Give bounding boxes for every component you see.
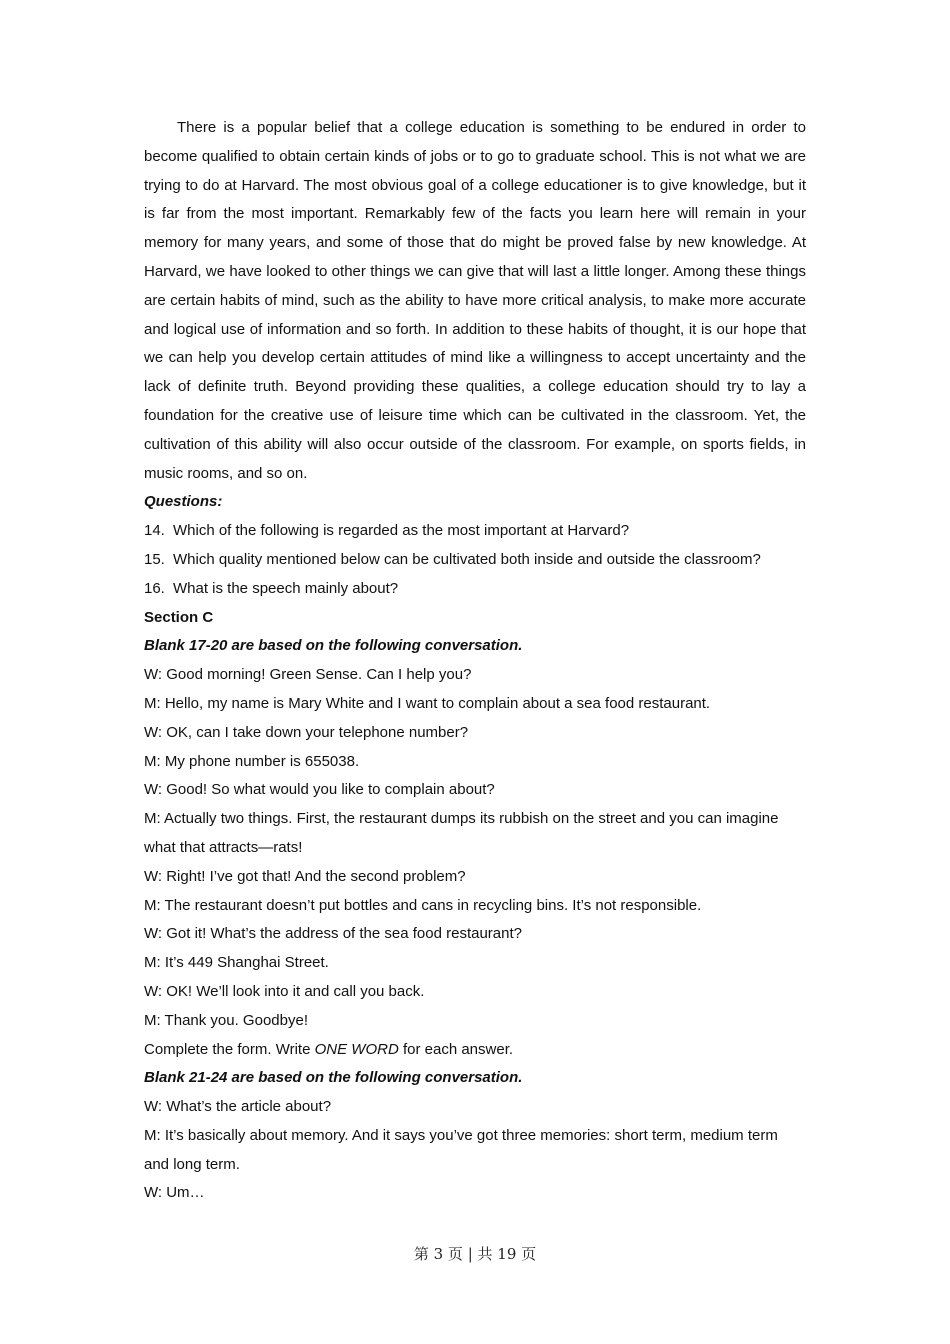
passage-paragraph: There is a popular belief that a college education is something to be endured in order to become qualified to obtain certain kinds of jobs or to go to graduate school. This is not what we are trying to do at Harvard. The most obvious goal of a college educationer is to give knowledge, but it is far from the most important. Remarkably few of the facts you learn here will remain in your memory for many years, and some of those that do might be proved false by new knowledge. At Harvard, we have looked to other things we can give that will last a little longer. Among these things are certain habits of mind, such as the ability to have more critical analysis, to make more accurate and logical use of information and so forth. In addition to these habits of thought, it is our hope that we can help you develop certain attitudes of mind like a willingness to accept uncertainty and the lack of definite truth. Beyond providing these qualities, a college education should try to lay a foundation for the creative use of leisure time which can be cultivated in the classroom. Yet, the cultivation of this ability will also occur outside of the classroom. For example, on sports fields, in music rooms, and so on. xyxy=(144,119,806,482)
question-text: What is the speech mainly about? xyxy=(173,579,399,597)
page-footer: 第 3 页 | 共 19 页 xyxy=(413,1245,537,1263)
dialogue-line: M: My phone number is 655038. xyxy=(144,752,360,770)
dialogue-line: M: It’s 449 Shanghai Street. xyxy=(144,954,329,972)
question-text: Which quality mentioned below can be cultivated both inside and outside the classroom? xyxy=(173,550,761,568)
dialogue-line: M: Thank you. Goodbye! xyxy=(144,1011,308,1029)
dialogue-line: W: OK, can I take down your telephone number? xyxy=(144,723,469,741)
instruction-text: Complete the form. Write xyxy=(144,1040,315,1058)
instruction-emphasis: ONE WORD xyxy=(314,1040,399,1058)
section-heading: Section C xyxy=(144,608,214,626)
form-instruction xyxy=(144,1036,806,1065)
question-number: 16. xyxy=(144,579,165,597)
instruction-text: for each answer. xyxy=(398,1040,514,1058)
dialogue-line: M: Hello, my name is Mary White and I want to complain about a sea food restaurant. xyxy=(144,694,711,712)
dialogue-line: W: Um… xyxy=(144,1184,205,1202)
question-item xyxy=(144,546,806,575)
page-content xyxy=(144,114,806,1208)
questions-heading: Questions: xyxy=(144,493,223,511)
dialogue-line: M: It’s basically about memory. And it says you’ve got three memories: short term, medium term and long term. xyxy=(144,1126,778,1173)
conversation-heading: Blank 21-24 are based on the following conversation. xyxy=(144,1069,523,1087)
question-number: 14. xyxy=(144,522,165,540)
dialogue-line: W: Good! So what would you like to complain about? xyxy=(144,781,495,799)
question-number: 15. xyxy=(144,550,165,568)
dialogue-line: W: Good morning! Green Sense. Can I help you? xyxy=(144,666,472,684)
dialogue-line: W: What’s the article about? xyxy=(144,1098,332,1116)
dialogue-line: W: OK! We’ll look into it and call you back. xyxy=(144,982,425,1000)
dialogue-line: M: The restaurant doesn’t put bottles and cans in recycling bins. It’s not responsible. xyxy=(144,896,702,914)
conversation-heading: Blank 17-20 are based on the following conversation. xyxy=(144,637,523,655)
dialogue-line: M: Actually two things. First, the restaurant dumps its rubbish on the street and you can imagine what that attracts—rats! xyxy=(144,810,779,856)
question-item xyxy=(144,575,806,604)
question-item xyxy=(144,517,806,546)
dialogue-line: W: Right! I’ve got that! And the second problem? xyxy=(144,867,466,885)
dialogue-line: W: Got it! What’s the address of the sea food restaurant? xyxy=(144,925,522,943)
question-text: Which of the following is regarded as the most important at Harvard? xyxy=(173,522,630,540)
